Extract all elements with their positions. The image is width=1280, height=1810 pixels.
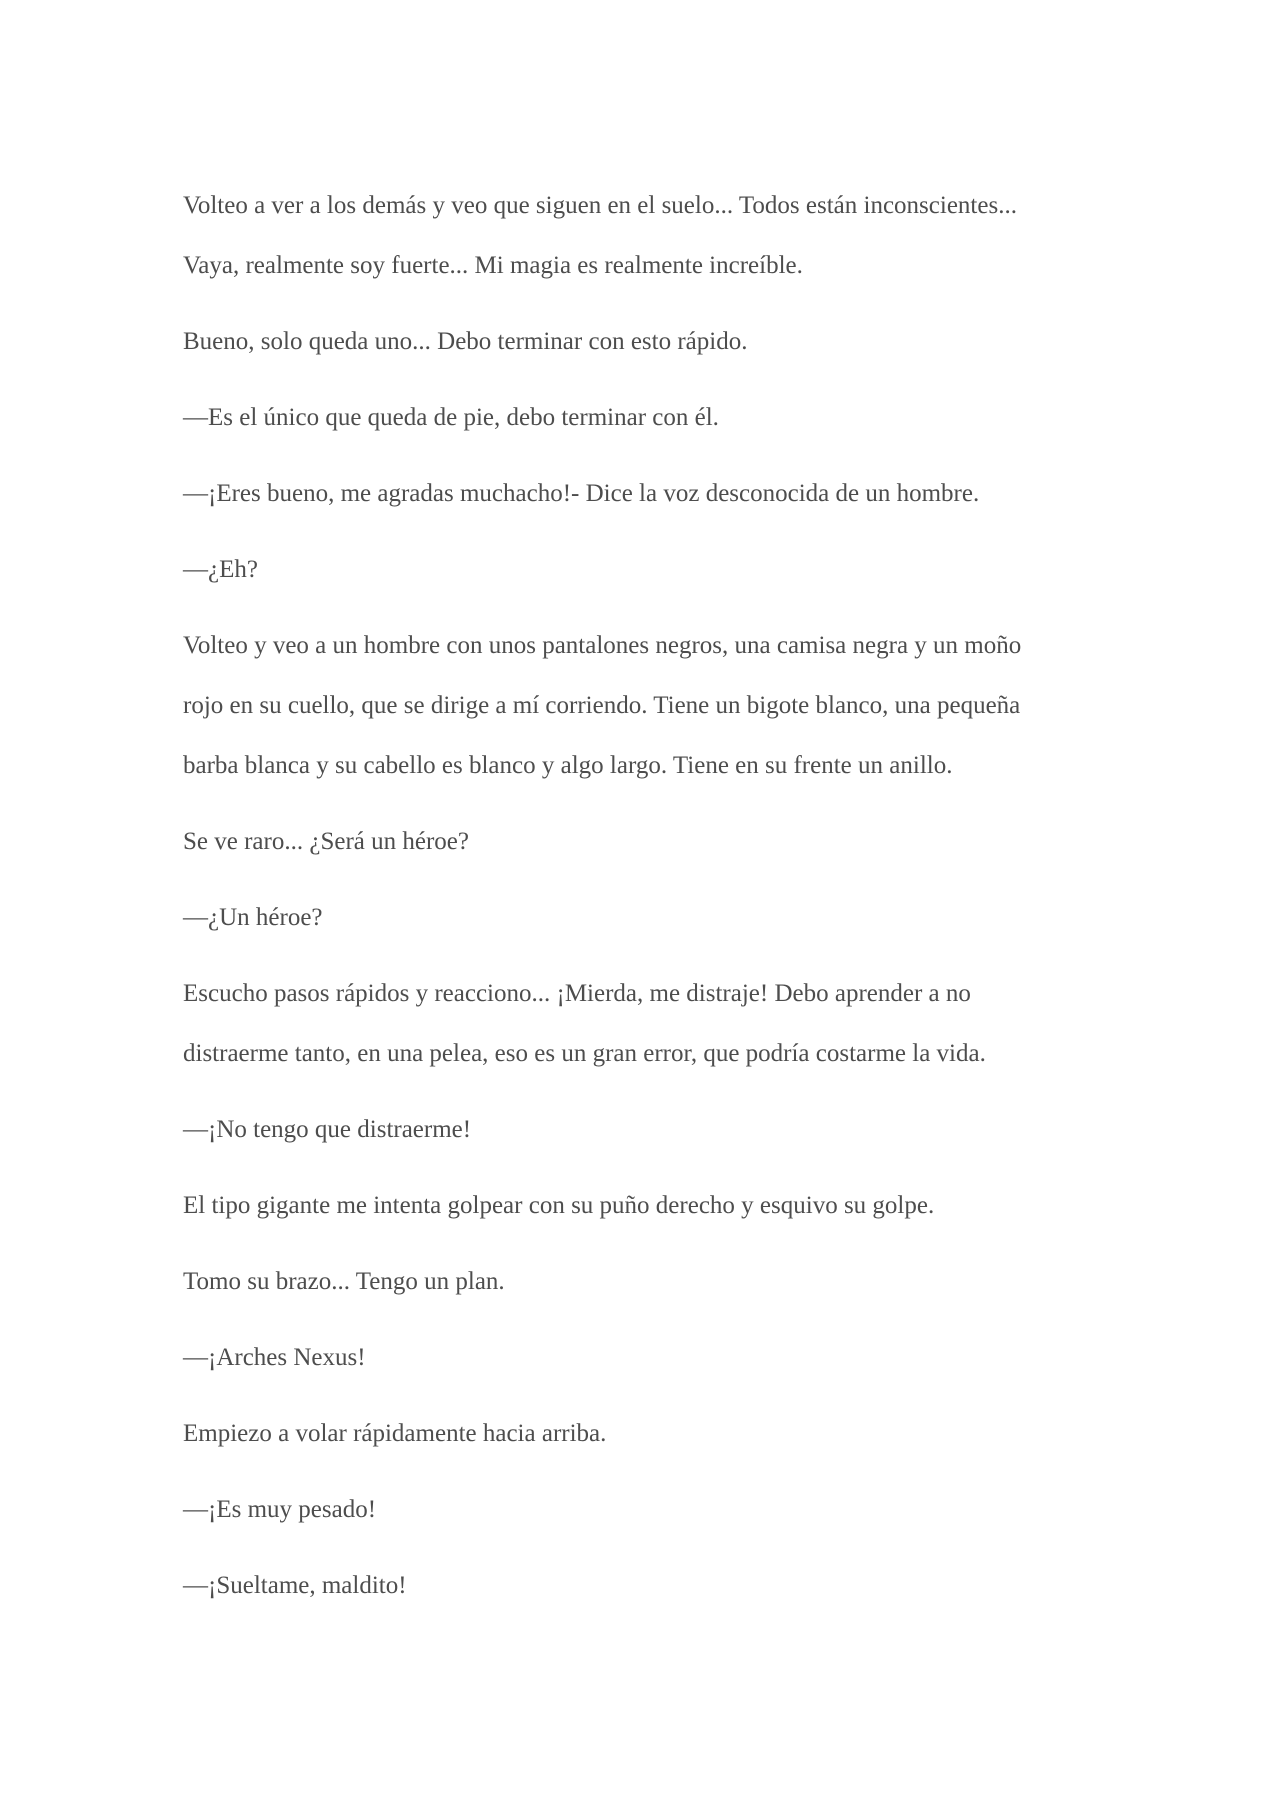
text-line: —¡Sueltame, maldito! [183,1572,407,1599]
paragraph [183,1404,1083,1464]
text-line: —¿Eh? [183,556,258,583]
text-line: distraerme tanto, en una pelea, eso es un gran error, que podría costarme la vida. [183,1040,986,1067]
text-line: —¿Un héroe? [183,904,323,931]
paragraph [183,888,1083,948]
text-line: Volteo a ver a los demás y veo que siguen en el suelo... Todos están inconscientes... [183,192,1017,219]
paragraph [183,812,1083,872]
text-line: Tomo su brazo... Tengo un plan. [183,1268,505,1295]
paragraph [183,616,1083,796]
text-line: —¡Arches Nexus! [183,1344,366,1371]
text-line: El tipo gigante me intenta golpear con su puño derecho y esquivo su golpe. [183,1192,935,1219]
paragraph [183,1556,1083,1616]
paragraph [183,1328,1083,1388]
paragraph [183,1100,1083,1160]
paragraph [183,388,1083,448]
text-line: —¡Eres bueno, me agradas muchacho!- Dice la voz desconocida de un hombre. [183,480,980,507]
text-line: —¡No tengo que distraerme! [183,1116,472,1143]
text-line: —¡Es muy pesado! [183,1496,377,1523]
text-line: Escucho pasos rápidos y reacciono... ¡Mierda, me distraje! Debo aprender a no [183,980,971,1007]
text-line: Bueno, solo queda uno... Debo terminar con esto rápido. [183,328,748,355]
text-line: Volteo y veo a un hombre con unos pantalones negros, una camisa negra y un moño [183,632,1022,659]
text-line: Empiezo a volar rápidamente hacia arriba. [183,1420,607,1447]
text-line: barba blanca y su cabello es blanco y algo largo. Tiene en su frente un anillo. [183,752,953,779]
paragraph [183,540,1083,600]
text-line: rojo en su cuello, que se dirige a mí corriendo. Tiene un bigote blanco, una pequeña [183,692,1021,719]
text-line: Se ve raro... ¿Será un héroe? [183,828,469,855]
paragraph [183,964,1083,1084]
paragraph [183,464,1083,524]
paragraph [183,1176,1083,1236]
paragraph [183,1252,1083,1312]
paragraph [183,1480,1083,1540]
paragraph [183,312,1083,372]
paragraph [183,176,1083,296]
text-body [183,176,1083,1632]
text-line: Vaya, realmente soy fuerte... Mi magia es realmente increíble. [183,252,803,279]
text-line: —Es el único que queda de pie, debo terminar con él. [183,404,719,431]
